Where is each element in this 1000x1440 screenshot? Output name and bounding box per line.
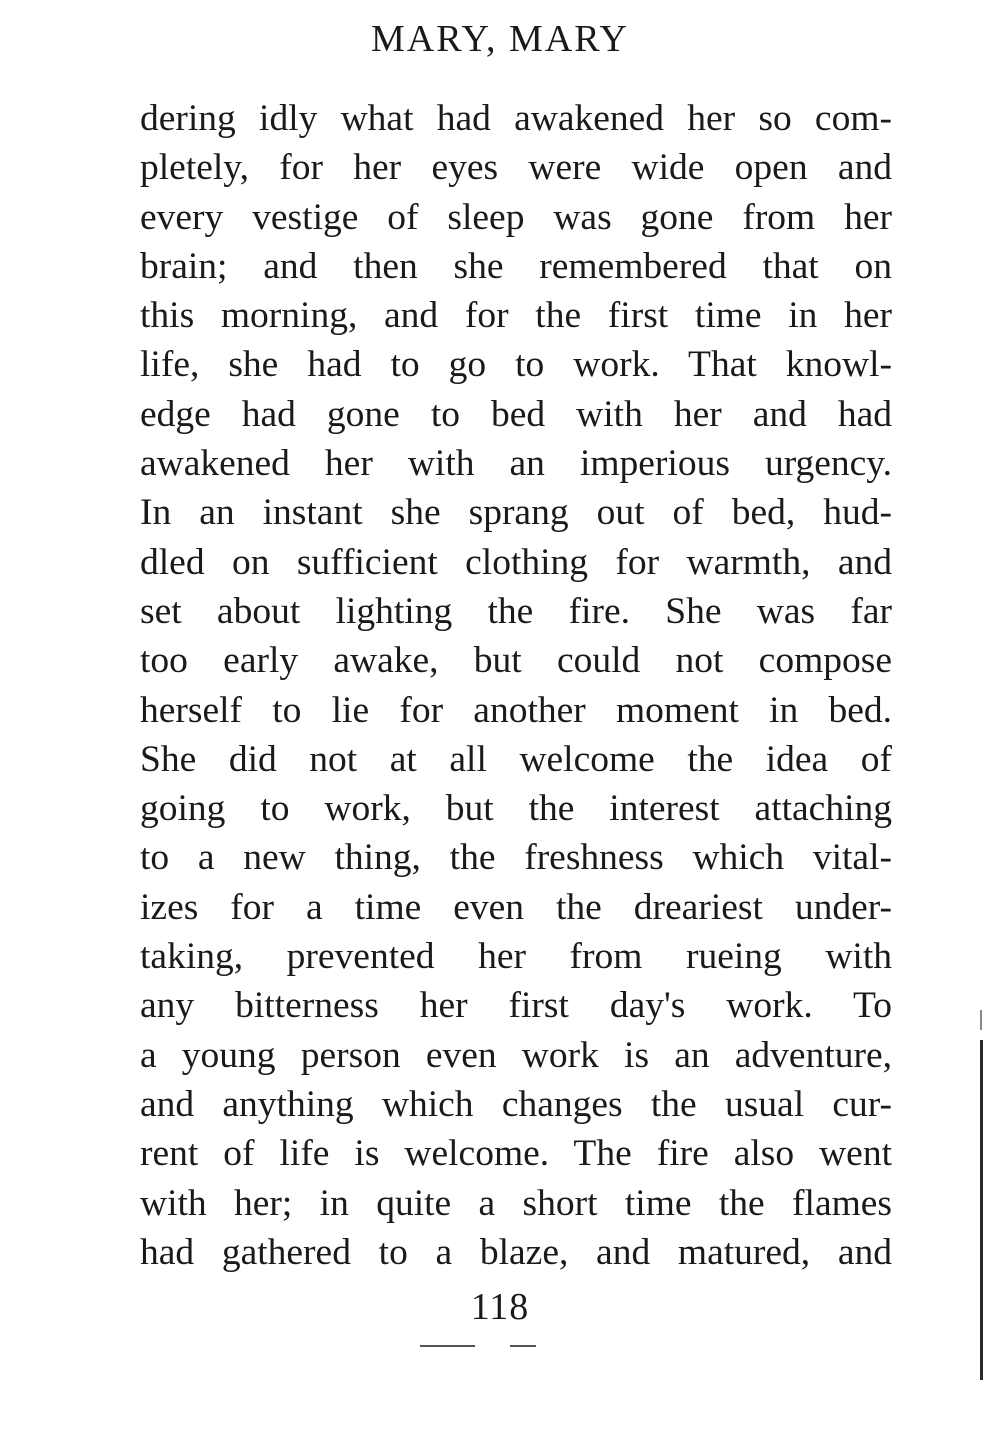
text-line: going to work, but the interest attaching xyxy=(140,788,892,830)
text-line: set about lighting the fire. She was far xyxy=(140,590,892,632)
text-line: and anything which changes the usual cur- xyxy=(140,1083,892,1125)
text-line: to a new thing, the freshness which vital- xyxy=(140,837,892,879)
text-line: this morning, and for the first time in her xyxy=(140,295,892,337)
page-number: 118 xyxy=(470,1286,530,1328)
text-line: had gathered to a blaze, and matured, and xyxy=(140,1231,892,1273)
page-edge-shadow xyxy=(980,1040,983,1380)
text-line: rent of life is welcome. The fire also went xyxy=(140,1133,892,1175)
running-head: MARY, MARY xyxy=(371,18,629,60)
text-line: edge had gone to bed with her and had xyxy=(140,393,892,435)
scan-artifact xyxy=(420,1345,475,1347)
text-line: taking, prevented her from rueing with xyxy=(140,936,892,978)
text-line: pletely, for her eyes were wide open and xyxy=(140,147,892,189)
text-line: In an instant she sprang out of bed, hud- xyxy=(140,492,892,534)
text-line: every vestige of sleep was gone from her xyxy=(140,196,892,238)
text-line: izes for a time even the dreariest under- xyxy=(140,886,892,928)
body-text xyxy=(140,94,892,1277)
page-edge-shadow xyxy=(980,1010,982,1030)
text-line: dled on sufficient clothing for warmth, and xyxy=(140,541,892,583)
text-line: brain; and then she remembered that on xyxy=(140,245,892,287)
text-line: dering idly what had awakened her so com- xyxy=(140,98,892,139)
text-line: herself to lie for another moment in bed. xyxy=(140,689,892,731)
text-line: too early awake, but could not compose xyxy=(140,640,892,682)
scan-artifact xyxy=(510,1345,536,1347)
text-line: life, she had to go to work. That knowl- xyxy=(140,344,892,386)
text-line: any bitterness her first day's work. To xyxy=(140,985,892,1027)
text-line: awakened her with an imperious urgency. xyxy=(140,443,892,485)
text-line: She did not at all welcome the idea of xyxy=(140,738,892,780)
text-line: with her; in quite a short time the flames xyxy=(140,1182,892,1224)
text-line: a young person even work is an adventure, xyxy=(140,1034,892,1076)
